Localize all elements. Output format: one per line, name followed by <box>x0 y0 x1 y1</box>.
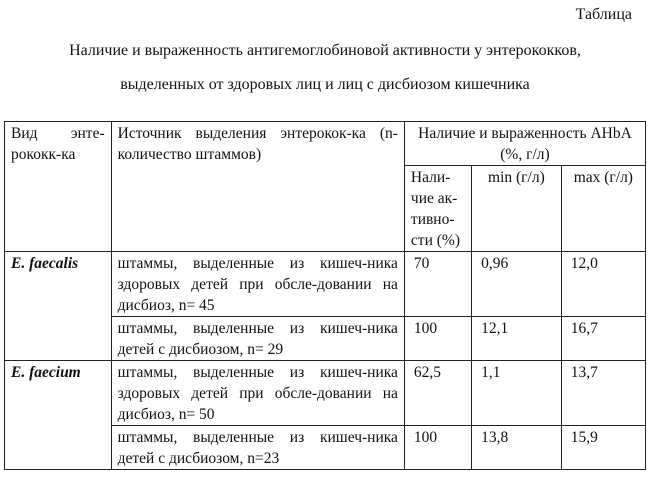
header-presence: Нали-чие ак-тивно-сти (%) <box>404 166 471 252</box>
header-source: Источник выделения энтерокок-ка (n- количество штаммов) <box>111 122 404 252</box>
presence-cell: 70 <box>404 252 471 317</box>
presence-cell: 100 <box>404 317 471 361</box>
table-header-row <box>5 122 646 166</box>
min-cell: 1,1 <box>472 361 562 426</box>
source-cell: штаммы, выделенные из кишеч-ника детей с дисбиозом, n=23 <box>111 426 404 470</box>
max-cell: 12,0 <box>561 252 645 317</box>
min-cell: 12,1 <box>472 317 562 361</box>
max-cell: 13,7 <box>561 361 645 426</box>
source-cell: штаммы, выделенные из кишеч-ника здоровых детей при обсле-довании на дисбиоз, n= 45 <box>111 252 404 317</box>
presence-cell: 62,5 <box>404 361 471 426</box>
header-group: Наличие и выраженность АНbА (%, г/л) <box>404 122 645 166</box>
min-cell: 0,96 <box>472 252 562 317</box>
min-cell: 13,8 <box>472 426 562 470</box>
header-min: min (г/л) <box>472 166 562 252</box>
header-species: Вид энте-рококк-ка <box>5 122 112 252</box>
title-line: выделенных от здоровых лиц и лиц с дисбиозом кишечника <box>120 76 530 93</box>
table-row <box>5 361 646 426</box>
species-cell: E. faecium <box>5 361 112 470</box>
title-line: Наличие и выраженность антигемоглобиновой активности у энтерококков, <box>69 42 581 59</box>
table-title <box>0 34 650 102</box>
max-cell: 15,9 <box>561 426 645 470</box>
table-row <box>5 252 646 317</box>
table-label: Таблица <box>575 6 632 23</box>
data-table <box>4 121 646 470</box>
source-cell: штаммы, выделенные из кишеч-ника детей с дисбиозом, n= 29 <box>111 317 404 361</box>
header-max: max (г/л) <box>561 166 645 252</box>
max-cell: 16,7 <box>561 317 645 361</box>
source-cell: штаммы, выделенные из кишеч-ника здоровых детей при обсле-довании на дисбиоз, n= 50 <box>111 361 404 426</box>
species-cell: E. faecalis <box>5 252 112 361</box>
presence-cell: 100 <box>404 426 471 470</box>
